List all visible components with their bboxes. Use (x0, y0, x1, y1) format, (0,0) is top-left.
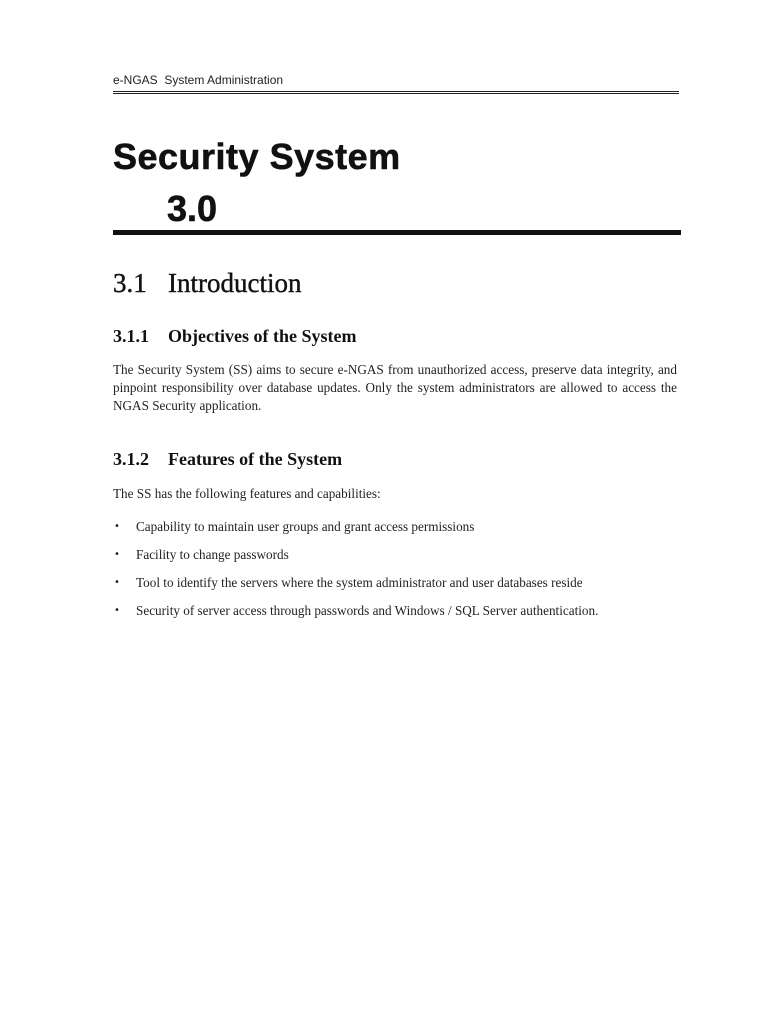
list-item (113, 602, 598, 630)
feature-list (113, 518, 598, 630)
feature-text: Capability to maintain user groups and grant access permissions (136, 519, 475, 534)
subsection-title: Features of the System (168, 449, 343, 469)
features-intro-paragraph: The SS has the following features and capabilities: (113, 486, 381, 501)
section-title: Introduction (168, 268, 302, 298)
running-header: e-NGAS System Administration (113, 73, 284, 87)
chapter-number: 3.0 (167, 188, 218, 229)
bullet-icon: • (114, 605, 120, 616)
list-item (113, 546, 598, 574)
subsection-heading-features (113, 448, 342, 470)
list-item (113, 574, 598, 602)
section-number: 3.1 (113, 268, 147, 298)
bullet-icon: • (114, 521, 120, 532)
subsection-heading-objectives (113, 325, 356, 347)
feature-text: Security of server access through passwords and Windows / SQL Server authentication. (136, 603, 599, 618)
header-rule (113, 91, 679, 94)
objectives-paragraph: The Security System (SS) aims to secure e-NGAS from unauthorized access, preserve data integrity, and pinpoint responsibility over database updates. Only the system administrators are allowed to access the NGAS Security application. (113, 362, 677, 413)
bullet-icon: • (114, 577, 120, 588)
feature-text: Tool to identify the servers where the system administrator and user databases reside (136, 575, 583, 590)
subsection-number: 3.1.1 (113, 326, 149, 346)
subsection-number: 3.1.2 (113, 449, 149, 469)
subsection-title: Objectives of the System (168, 326, 357, 346)
chapter-rule (113, 230, 681, 235)
list-item (113, 518, 598, 546)
bullet-icon: • (114, 549, 120, 560)
section-heading (113, 267, 301, 299)
feature-text: Facility to change passwords (136, 547, 289, 562)
chapter-title: Security System (113, 136, 401, 177)
